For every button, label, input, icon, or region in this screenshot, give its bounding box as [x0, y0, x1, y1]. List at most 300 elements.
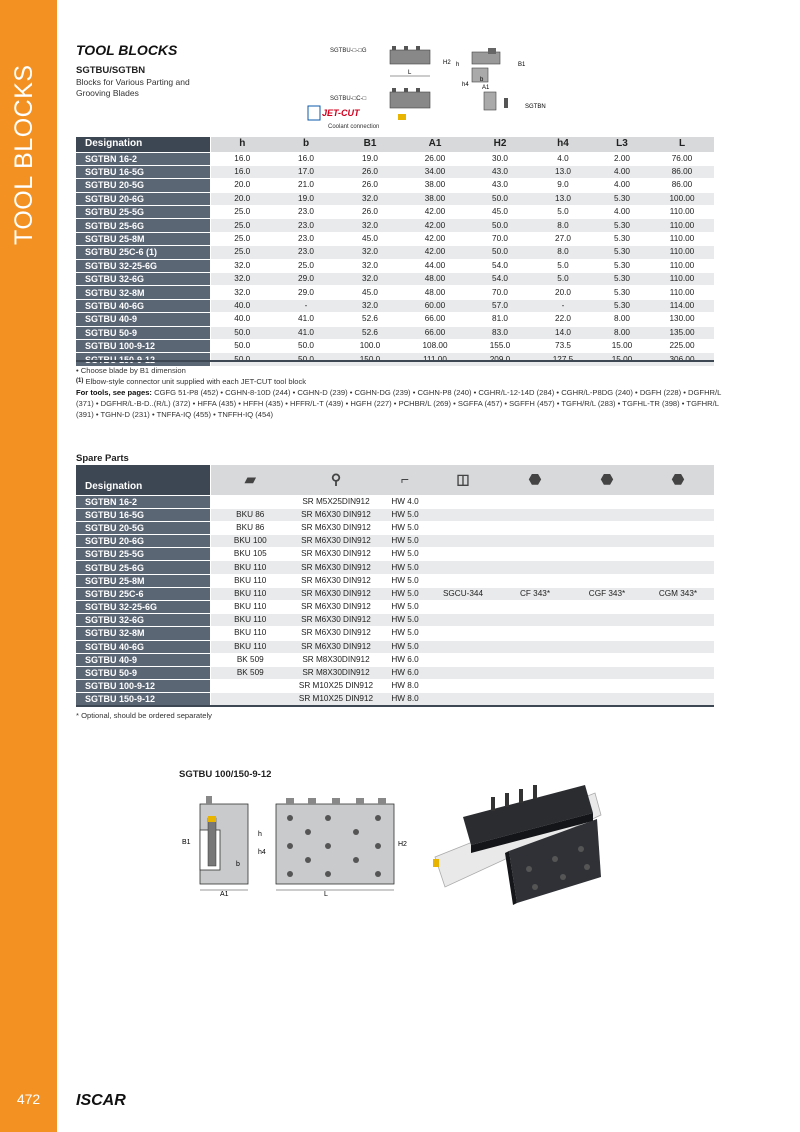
designation-cell: SGTBU 16-5G	[76, 165, 210, 178]
part-cell	[428, 561, 498, 574]
part-cell: HW 5.0	[382, 627, 428, 640]
value-cell: 25.0	[210, 219, 274, 232]
value-cell: 86.00	[650, 165, 714, 178]
value-cell: 110.00	[650, 286, 714, 299]
part-cell: SR M6X30 DIN912	[290, 601, 382, 614]
elbow-connector-icon: ◫	[428, 465, 498, 495]
designation-cell: SGTBN 16-2	[76, 495, 210, 508]
designation-cell: SGTBU 40-6G	[76, 640, 210, 653]
value-cell: 32.0	[338, 192, 402, 205]
value-cell: 32.0	[210, 259, 274, 272]
value-cell: 13.0	[532, 192, 594, 205]
value-cell: 4.0	[532, 152, 594, 165]
table-row	[76, 601, 714, 614]
part-cell: HW 5.0	[382, 640, 428, 653]
bottom-title: SGTBU 100/150-9-12	[179, 769, 272, 780]
table-row	[76, 152, 714, 165]
main-header-cell: h	[210, 137, 274, 152]
part-cell: BKU 105	[210, 548, 290, 561]
value-cell: 110.00	[650, 219, 714, 232]
value-cell: 23.0	[274, 219, 338, 232]
part-cell: SR M6X30 DIN912	[290, 521, 382, 534]
side-title: TOOL BLOCKS	[10, 64, 38, 245]
part-cell: HW 5.0	[382, 574, 428, 587]
part-cell	[642, 548, 714, 561]
designation-cell: SGTBU 25-5G	[76, 548, 210, 561]
value-cell: 26.0	[338, 179, 402, 192]
spare-header-designation: Designation	[76, 465, 210, 495]
table-row	[76, 273, 714, 286]
designation-cell: SGTBU 25-5G	[76, 206, 210, 219]
value-cell: 130.00	[650, 313, 714, 326]
value-cell: 16.0	[210, 165, 274, 178]
part-cell	[642, 601, 714, 614]
value-cell: 44.00	[402, 259, 468, 272]
part-cell	[642, 666, 714, 679]
bottom-dimension-drawing	[178, 790, 418, 910]
table-row	[76, 561, 714, 574]
value-cell: -	[532, 299, 594, 312]
value-cell: 5.30	[594, 219, 650, 232]
value-cell: 23.0	[274, 232, 338, 245]
value-cell: 41.0	[274, 326, 338, 339]
part-cell: HW 6.0	[382, 653, 428, 666]
main-table	[76, 137, 714, 367]
main-header-cell: L	[650, 137, 714, 152]
part-cell	[498, 521, 572, 534]
part-cell	[642, 495, 714, 508]
main-header-cell: B1	[338, 137, 402, 152]
part-cell	[572, 666, 642, 679]
main-header-cell: A1	[402, 137, 468, 152]
part-cell	[498, 495, 572, 508]
part-cell	[572, 495, 642, 508]
part-cell: SR M10X25 DIN912	[290, 693, 382, 706]
main-header-cell: L3	[594, 137, 650, 152]
part-cell	[572, 561, 642, 574]
table-row	[76, 521, 714, 534]
designation-cell: SGTBU 40-6G	[76, 299, 210, 312]
part-cell	[498, 508, 572, 521]
part-cell: HW 5.0	[382, 614, 428, 627]
diagram-label-u: SGTBU-□-□G	[330, 48, 367, 54]
value-cell: 40.0	[210, 313, 274, 326]
part-cell: HW 8.0	[382, 693, 428, 706]
part-cell: BKU 110	[210, 614, 290, 627]
value-cell: 19.0	[274, 192, 338, 205]
part-cell: BKU 110	[210, 601, 290, 614]
value-cell: 66.00	[402, 326, 468, 339]
value-cell: 32.0	[338, 273, 402, 286]
value-cell: 5.30	[594, 192, 650, 205]
value-cell: 41.0	[274, 313, 338, 326]
table-row	[76, 286, 714, 299]
designation-cell: SGTBU 32-6G	[76, 614, 210, 627]
value-cell: 5.30	[594, 232, 650, 245]
part-cell	[428, 627, 498, 640]
value-cell: 4.00	[594, 165, 650, 178]
value-cell: 5.30	[594, 246, 650, 259]
part-cell	[428, 614, 498, 627]
value-cell: -	[274, 299, 338, 312]
part-cell: BKU 86	[210, 508, 290, 521]
connector-m-icon: ⬣	[642, 465, 714, 495]
value-cell: 5.30	[594, 299, 650, 312]
value-cell: 2.00	[594, 152, 650, 165]
value-cell: 57.0	[468, 299, 532, 312]
value-cell: 9.0	[532, 179, 594, 192]
part-cell: BKU 110	[210, 574, 290, 587]
value-cell: 5.0	[532, 273, 594, 286]
table-row	[76, 508, 714, 521]
value-cell: 8.0	[532, 246, 594, 259]
value-cell: 22.0	[532, 313, 594, 326]
main-table-header	[76, 137, 714, 152]
part-cell	[572, 521, 642, 534]
hex-key-icon: ⌐	[382, 465, 428, 495]
bottom-dim-b1: B1	[182, 839, 191, 846]
value-cell: 30.0	[468, 152, 532, 165]
value-cell: 8.0	[532, 219, 594, 232]
value-cell: 110.00	[650, 273, 714, 286]
table-row	[76, 574, 714, 587]
value-cell: 42.00	[402, 246, 468, 259]
value-cell: 54.0	[468, 273, 532, 286]
main-header-cell: h4	[532, 137, 594, 152]
designation-cell: SGTBU 32-25-6G	[76, 601, 210, 614]
value-cell: 43.0	[468, 179, 532, 192]
part-cell: HW 6.0	[382, 666, 428, 679]
table-row	[76, 535, 714, 548]
part-cell	[428, 548, 498, 561]
table-row	[76, 680, 714, 693]
part-cell: HW 4.0	[382, 495, 428, 508]
table-row	[76, 640, 714, 653]
part-cell	[572, 614, 642, 627]
part-cell	[642, 640, 714, 653]
value-cell: 26.0	[338, 165, 402, 178]
value-cell: 32.0	[338, 219, 402, 232]
bottom-dim-b: b	[236, 861, 240, 868]
designation-cell: SGTBU 25C-6 (1)	[76, 246, 210, 259]
diagram-label-n: SGTBN	[525, 104, 546, 110]
part-cell	[572, 535, 642, 548]
table-row	[76, 548, 714, 561]
table-row	[76, 339, 714, 352]
part-cell: SGCU-344	[428, 587, 498, 600]
part-cell	[498, 653, 572, 666]
value-cell: 50.0	[210, 339, 274, 352]
dim-l: L	[408, 70, 412, 76]
notes	[76, 365, 726, 420]
part-cell: SR M6X30 DIN912	[290, 535, 382, 548]
main-header-cell: H2	[468, 137, 532, 152]
table-row	[76, 299, 714, 312]
part-cell	[572, 653, 642, 666]
part-cell: BK 509	[210, 666, 290, 679]
table-row	[76, 614, 714, 627]
part-cell: BKU 110	[210, 587, 290, 600]
value-cell: 50.0	[468, 219, 532, 232]
value-cell: 66.00	[402, 313, 468, 326]
part-cell	[498, 627, 572, 640]
part-cell	[428, 680, 498, 693]
main-header-cell: Designation	[76, 137, 210, 152]
blade-icon: ▰	[210, 465, 290, 495]
table-row	[76, 666, 714, 679]
value-cell: 13.0	[532, 165, 594, 178]
part-cell	[572, 627, 642, 640]
designation-cell: SGTBU 25-8M	[76, 574, 210, 587]
part-cell: HW 5.0	[382, 601, 428, 614]
part-cell	[210, 495, 290, 508]
part-cell	[572, 548, 642, 561]
part-cell	[572, 508, 642, 521]
value-cell: 50.0	[468, 192, 532, 205]
value-cell: 42.00	[402, 219, 468, 232]
value-cell: 114.00	[650, 299, 714, 312]
jet-cut-logo: JET-CUT	[322, 108, 360, 118]
designation-cell: SGTBU 32-6G	[76, 273, 210, 286]
value-cell: 110.00	[650, 246, 714, 259]
value-cell: 29.0	[274, 273, 338, 286]
designation-cell: SGTBU 32-8M	[76, 627, 210, 640]
table-row	[76, 206, 714, 219]
value-cell: 50.0	[274, 339, 338, 352]
page-description: Blocks for Various Parting and Grooving Blades	[76, 77, 190, 98]
part-cell	[642, 627, 714, 640]
value-cell: 42.00	[402, 206, 468, 219]
brand-logo: ISCAR	[76, 1092, 126, 1109]
part-cell	[572, 601, 642, 614]
bottom-dim-a1: A1	[220, 891, 229, 898]
part-cell	[498, 601, 572, 614]
value-cell: 43.0	[468, 165, 532, 178]
value-cell: 8.00	[594, 313, 650, 326]
value-cell: 110.00	[650, 206, 714, 219]
value-cell: 4.00	[594, 206, 650, 219]
part-cell: SR M6X30 DIN912	[290, 508, 382, 521]
value-cell: 60.00	[402, 299, 468, 312]
designation-cell: SGTBU 16-5G	[76, 508, 210, 521]
value-cell: 52.6	[338, 313, 402, 326]
value-cell: 4.00	[594, 179, 650, 192]
designation-cell: SGTBU 20-5G	[76, 179, 210, 192]
part-cell: BKU 110	[210, 640, 290, 653]
table-row	[76, 313, 714, 326]
part-cell: SR M8X30DIN912	[290, 653, 382, 666]
designation-cell: SGTBN 16-2	[76, 152, 210, 165]
part-cell: BK 509	[210, 653, 290, 666]
value-cell: 100.0	[338, 339, 402, 352]
connector-f-icon: ⬣	[498, 465, 572, 495]
value-cell: 32.0	[338, 299, 402, 312]
part-cell	[428, 640, 498, 653]
value-cell: 25.0	[274, 259, 338, 272]
value-cell: 70.0	[468, 232, 532, 245]
value-cell: 26.0	[338, 206, 402, 219]
table-row	[76, 179, 714, 192]
value-cell: 48.00	[402, 286, 468, 299]
value-cell: 76.00	[650, 152, 714, 165]
table-row	[76, 219, 714, 232]
main-table-end	[76, 360, 714, 362]
part-cell: CGM 343*	[642, 587, 714, 600]
designation-cell: SGTBU 100-9-12	[76, 680, 210, 693]
value-cell: 25.0	[210, 232, 274, 245]
screw-icon: ⚲	[290, 465, 382, 495]
part-cell: HW 5.0	[382, 548, 428, 561]
value-cell: 32.0	[210, 273, 274, 286]
designation-cell: SGTBU 25-6G	[76, 219, 210, 232]
part-cell	[642, 653, 714, 666]
part-cell: BKU 110	[210, 627, 290, 640]
part-cell: SR M8X30DIN912	[290, 666, 382, 679]
designation-cell: SGTBU 20-5G	[76, 521, 210, 534]
part-cell	[498, 680, 572, 693]
value-cell: 23.0	[274, 206, 338, 219]
part-cell: SR M6X30 DIN912	[290, 587, 382, 600]
optional-note: * Optional, should be ordered separately	[76, 711, 212, 720]
value-cell: 40.0	[210, 299, 274, 312]
value-cell: 15.00	[594, 339, 650, 352]
part-cell: SR M6X30 DIN912	[290, 627, 382, 640]
part-cell: SR M6X30 DIN912	[290, 614, 382, 627]
part-cell	[498, 535, 572, 548]
part-cell	[428, 521, 498, 534]
value-cell: 29.0	[274, 286, 338, 299]
tool-block-render	[425, 775, 615, 915]
designation-cell: SGTBU 150-9-12	[76, 693, 210, 706]
part-cell: CF 343*	[498, 587, 572, 600]
value-cell: 32.0	[338, 259, 402, 272]
value-cell: 5.30	[594, 286, 650, 299]
part-cell	[498, 640, 572, 653]
value-cell: 70.0	[468, 286, 532, 299]
part-cell	[642, 680, 714, 693]
value-cell: 20.0	[210, 192, 274, 205]
value-cell: 5.0	[532, 206, 594, 219]
value-cell: 110.00	[650, 232, 714, 245]
part-cell	[498, 614, 572, 627]
part-cell	[572, 680, 642, 693]
value-cell: 225.00	[650, 339, 714, 352]
value-cell: 110.00	[650, 259, 714, 272]
part-cell	[428, 535, 498, 548]
part-cell	[572, 640, 642, 653]
part-cell: SR M10X25 DIN912	[290, 680, 382, 693]
value-cell: 45.0	[468, 206, 532, 219]
value-cell: 45.0	[338, 286, 402, 299]
value-cell: 38.00	[402, 179, 468, 192]
designation-cell: SGTBU 100-9-12	[76, 339, 210, 352]
table-row	[76, 192, 714, 205]
connector-g-icon: ⬣	[572, 465, 642, 495]
table-row	[76, 587, 714, 600]
designation-cell: SGTBU 20-6G	[76, 535, 210, 548]
value-cell: 19.0	[338, 152, 402, 165]
designation-cell: SGTBU 25-6G	[76, 561, 210, 574]
value-cell: 20.0	[532, 286, 594, 299]
value-cell: 26.00	[402, 152, 468, 165]
page-subtitle: SGTBU/SGTBN	[76, 65, 146, 76]
designation-cell: SGTBU 25C-6	[76, 587, 210, 600]
note-1: • Choose blade by B1 dimension	[76, 366, 186, 375]
table-row	[76, 495, 714, 508]
page-number: 472	[16, 1091, 41, 1107]
value-cell: 8.00	[594, 326, 650, 339]
dim-h: h	[456, 62, 460, 68]
part-cell	[642, 508, 714, 521]
designation-cell: SGTBU 50-9	[76, 326, 210, 339]
part-cell	[498, 574, 572, 587]
part-cell: BKU 100	[210, 535, 290, 548]
part-cell	[642, 614, 714, 627]
value-cell: 14.0	[532, 326, 594, 339]
part-cell	[428, 666, 498, 679]
designation-cell: SGTBU 50-9	[76, 666, 210, 679]
value-cell: 16.0	[210, 152, 274, 165]
value-cell: 25.0	[210, 206, 274, 219]
value-cell: 34.00	[402, 165, 468, 178]
designation-cell: SGTBU 40-9	[76, 653, 210, 666]
bottom-dim-h: h	[258, 831, 262, 838]
part-cell: CGF 343*	[572, 587, 642, 600]
value-cell: 83.0	[468, 326, 532, 339]
value-cell: 48.00	[402, 273, 468, 286]
page-title: TOOL BLOCKS	[76, 42, 178, 58]
part-cell: BKU 110	[210, 561, 290, 574]
part-cell: HW 5.0	[382, 561, 428, 574]
part-cell	[642, 574, 714, 587]
part-cell	[642, 561, 714, 574]
part-cell	[428, 574, 498, 587]
part-cell	[642, 535, 714, 548]
part-cell: HW 5.0	[382, 587, 428, 600]
value-cell: 42.00	[402, 232, 468, 245]
dim-a1: A1	[482, 85, 490, 91]
part-cell	[498, 561, 572, 574]
table-row	[76, 326, 714, 339]
value-cell: 21.0	[274, 179, 338, 192]
part-cell	[498, 666, 572, 679]
table-row	[76, 232, 714, 245]
part-cell: HW 5.0	[382, 521, 428, 534]
dim-h2: H2	[443, 60, 451, 66]
tool-block-diagram	[300, 44, 560, 134]
part-cell: HW 8.0	[382, 680, 428, 693]
part-cell	[642, 521, 714, 534]
part-cell: BKU 86	[210, 521, 290, 534]
value-cell: 52.6	[338, 326, 402, 339]
part-cell: HW 5.0	[382, 508, 428, 521]
table-row	[76, 165, 714, 178]
designation-cell: SGTBU 32-25-6G	[76, 259, 210, 272]
bottom-dim-h4: h4	[258, 849, 266, 856]
value-cell: 50.0	[468, 246, 532, 259]
value-cell: 100.00	[650, 192, 714, 205]
designation-cell: SGTBU 32-8M	[76, 286, 210, 299]
value-cell: 5.30	[594, 259, 650, 272]
spare-table	[76, 465, 714, 707]
part-cell: SR M6X30 DIN912	[290, 640, 382, 653]
diagram-label-c: SGTBU-□C-□	[330, 96, 367, 102]
part-cell	[428, 495, 498, 508]
table-row	[76, 653, 714, 666]
value-cell: 5.0	[532, 259, 594, 272]
part-cell	[210, 680, 290, 693]
main-header-cell: b	[274, 137, 338, 152]
